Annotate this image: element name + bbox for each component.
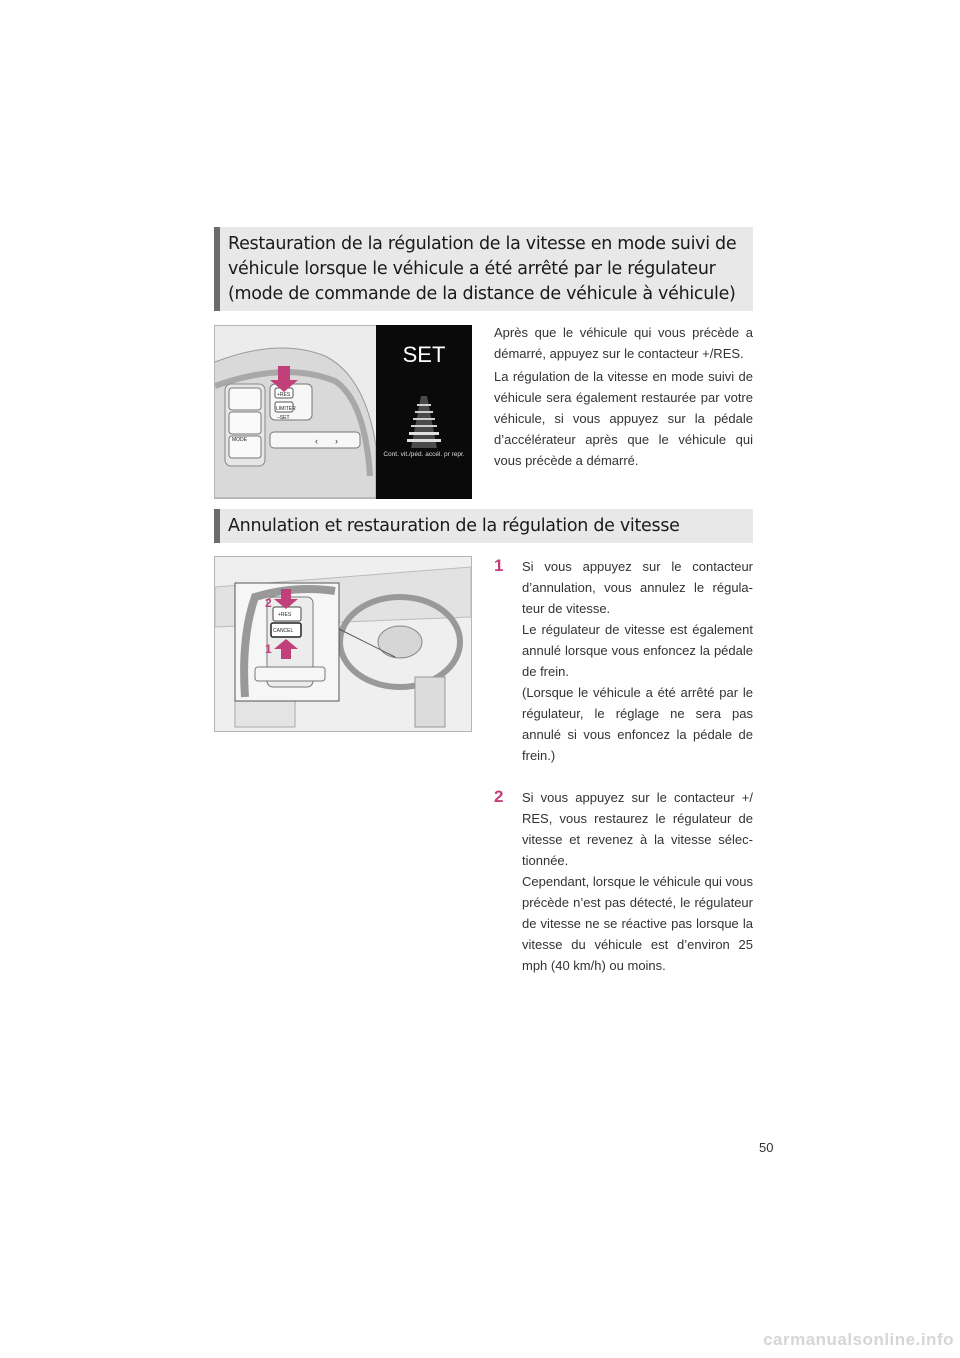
cancel-switch-illustration	[214, 556, 472, 732]
step-1-paragraph: Si vous appuyez sur le contacteur d’annulation, vous annulez le régula-teur de vitesse.	[522, 559, 753, 616]
watermark: carmanualsonline.info	[763, 1330, 954, 1349]
display-screen-illustration	[376, 325, 472, 499]
vehicle-follow-icon	[377, 326, 471, 498]
step-1-paragraph: Le régulateur de vitesse est également annulé lorsque vous enfoncez la pédale de frein.	[522, 622, 753, 679]
callout-2: 2	[265, 596, 272, 610]
limiter-button-label: LIMITER	[276, 406, 296, 412]
paragraph: Après que le véhicule qui vous précède a démarré, appuyez sur le contacteur +/RES.	[494, 325, 753, 361]
callout-1: 1	[265, 642, 272, 656]
step-2-paragraph: Si vous appuyez sur le contacteur +/ RES, vous restaurez le régulateur de vitesse et revenez à la vitesse sélec-tionnée.	[522, 790, 753, 868]
step-number-2: 2	[494, 787, 504, 806]
svg-text:‹: ‹	[315, 436, 318, 446]
dashboard-icon	[215, 557, 471, 731]
section-heading-restauration: Restauration de la régulation de la vitesse en mode suivi de véhicule lorsque le véhicule a été arrêté par le régulateur (mode de commande de la distance de véhicule à véhicule)	[214, 227, 753, 311]
section-heading-annulation: Annulation et restauration de la régulation de vitesse	[214, 509, 753, 543]
mode-button-label: MODE	[232, 437, 247, 443]
steering-wheel-icon	[215, 326, 376, 498]
display-caption: Cont. vit./péd. accél. pr repr.	[383, 451, 465, 458]
step-number-1: 1	[494, 556, 504, 575]
set-display-label: SET	[402, 342, 446, 367]
res-button-label: +RES	[277, 392, 291, 398]
step-2-paragraph: Cependant, lorsque le véhicule qui vous précède n’est pas détecté, le régulateur de vitesse ne se réactive pas lorsque la vitesse du véhicule est d’environ 25 mph (40 km/h) ou moins.	[522, 874, 753, 973]
steering-switch-illustration	[214, 325, 377, 499]
cancel-button-label: CANCEL	[273, 628, 294, 634]
step-1-paragraph: (Lorsque le véhicule a été arrêté par le régulateur, le réglage ne sera pas annulé si vous enfoncez la pédale de frein.)	[522, 685, 753, 763]
svg-text:›: ›	[335, 436, 338, 446]
res-button-label: +RES	[278, 612, 292, 618]
page-number: 50	[759, 1140, 774, 1155]
set-button-label: –SET	[277, 415, 290, 421]
paragraph: La régulation de la vitesse en mode suivi de véhicule sera également restaurée par votre véhicule, si vous appuyez sur la pédale d’accélérateur après que le véhicule qui vous précède a démarré.	[494, 369, 753, 468]
